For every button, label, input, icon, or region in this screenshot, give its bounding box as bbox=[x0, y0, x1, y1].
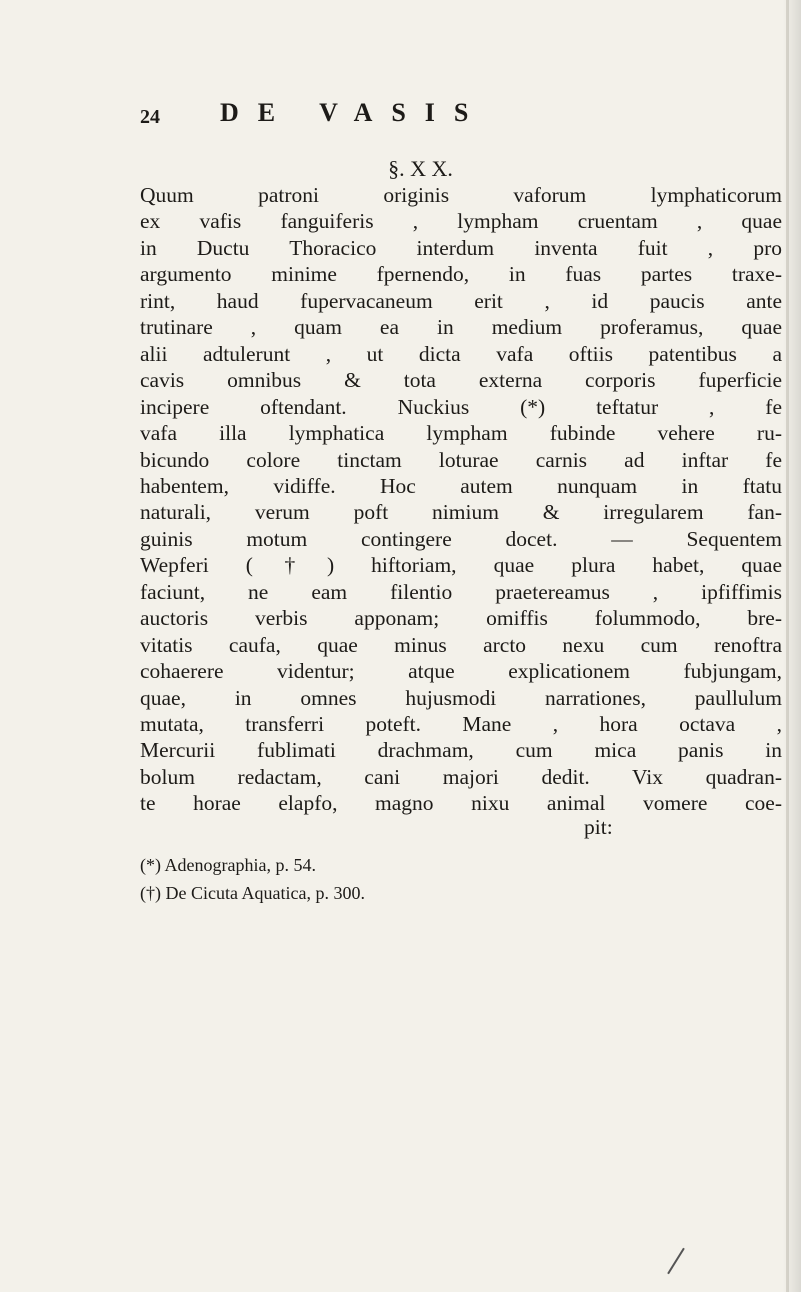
stray-pen-mark bbox=[667, 1248, 685, 1275]
text-line: alii adtulerunt , ut dicta vafa oftiis patentibus a bbox=[140, 341, 782, 366]
text-line: Quum patroni originis vaforum lymphaticorum bbox=[140, 183, 782, 207]
text-line: in Ductu Thoracico interdum inventa fuit , pro bbox=[140, 235, 782, 260]
text-line: ex vafis fanguiferis , lympham cruentam , quae bbox=[140, 209, 782, 234]
text-line: vafa illa lymphatica lympham fubinde vehere ru- bbox=[140, 421, 782, 446]
text-line: argumento minime fpernendo, in fuas partes traxe- bbox=[140, 262, 782, 287]
text-line: rint, haud fupervacaneum erit , id paucis ante bbox=[140, 288, 782, 313]
text-line: cohaerere videntur; atque explicationem fubjungam, bbox=[140, 659, 782, 684]
text-line: bolum redactam, cani majori dedit. Vix quadran- bbox=[140, 764, 782, 789]
section-heading: §. X X. bbox=[388, 156, 453, 181]
catchword: pit: bbox=[584, 815, 613, 839]
text-line: guinis motum contingere docet. — Sequentem bbox=[140, 526, 782, 551]
text-line: incipere oftendant. Nuckius (*) teftatur , fe bbox=[140, 394, 782, 419]
page-number: 24 bbox=[140, 106, 160, 128]
text-line: quae, in omnes hujusmodi narrationes, paullulum bbox=[140, 685, 782, 710]
text-line: trutinare , quam ea in medium proferamus, quae bbox=[140, 315, 782, 340]
footnote: (†) De Cicuta Aquatica, p. 300. bbox=[140, 883, 365, 903]
text-line: Wepferi (†) hiftoriam, quae plura habet, quae bbox=[140, 553, 782, 578]
page-header bbox=[0, 98, 801, 138]
text-line: cavis omnibus & tota externa corporis fuperficie bbox=[140, 368, 782, 393]
footnote: (*) Adenographia, p. 54. bbox=[140, 855, 316, 875]
text-line: faciunt, ne eam filentio praetereamus , ipfiffimis bbox=[140, 579, 782, 604]
text-line: naturali, verum poft nimium & irregularem fan- bbox=[140, 500, 782, 525]
text-line: bicundo colore tinctam loturae carnis ad inftar fe bbox=[140, 447, 782, 472]
text-line: vitatis caufa, quae minus arcto nexu cum renoftra bbox=[140, 632, 782, 657]
text-line: habentem, vidiffe. Hoc autem nunquam in ftatu bbox=[140, 473, 782, 498]
text-line: mutata, transferri poteft. Mane , hora octava , bbox=[140, 712, 782, 736]
running-title: DE VASIS bbox=[220, 98, 488, 127]
text-line: auctoris verbis apponam; omiffis folummodo, bre- bbox=[140, 606, 782, 631]
text-line: te horae elapfo, magno nixu animal vomere coe- bbox=[140, 791, 782, 816]
page-edge-shadow bbox=[783, 0, 801, 1292]
text-line: Mercurii fublimati drachmam, cum mica panis in bbox=[140, 738, 782, 763]
